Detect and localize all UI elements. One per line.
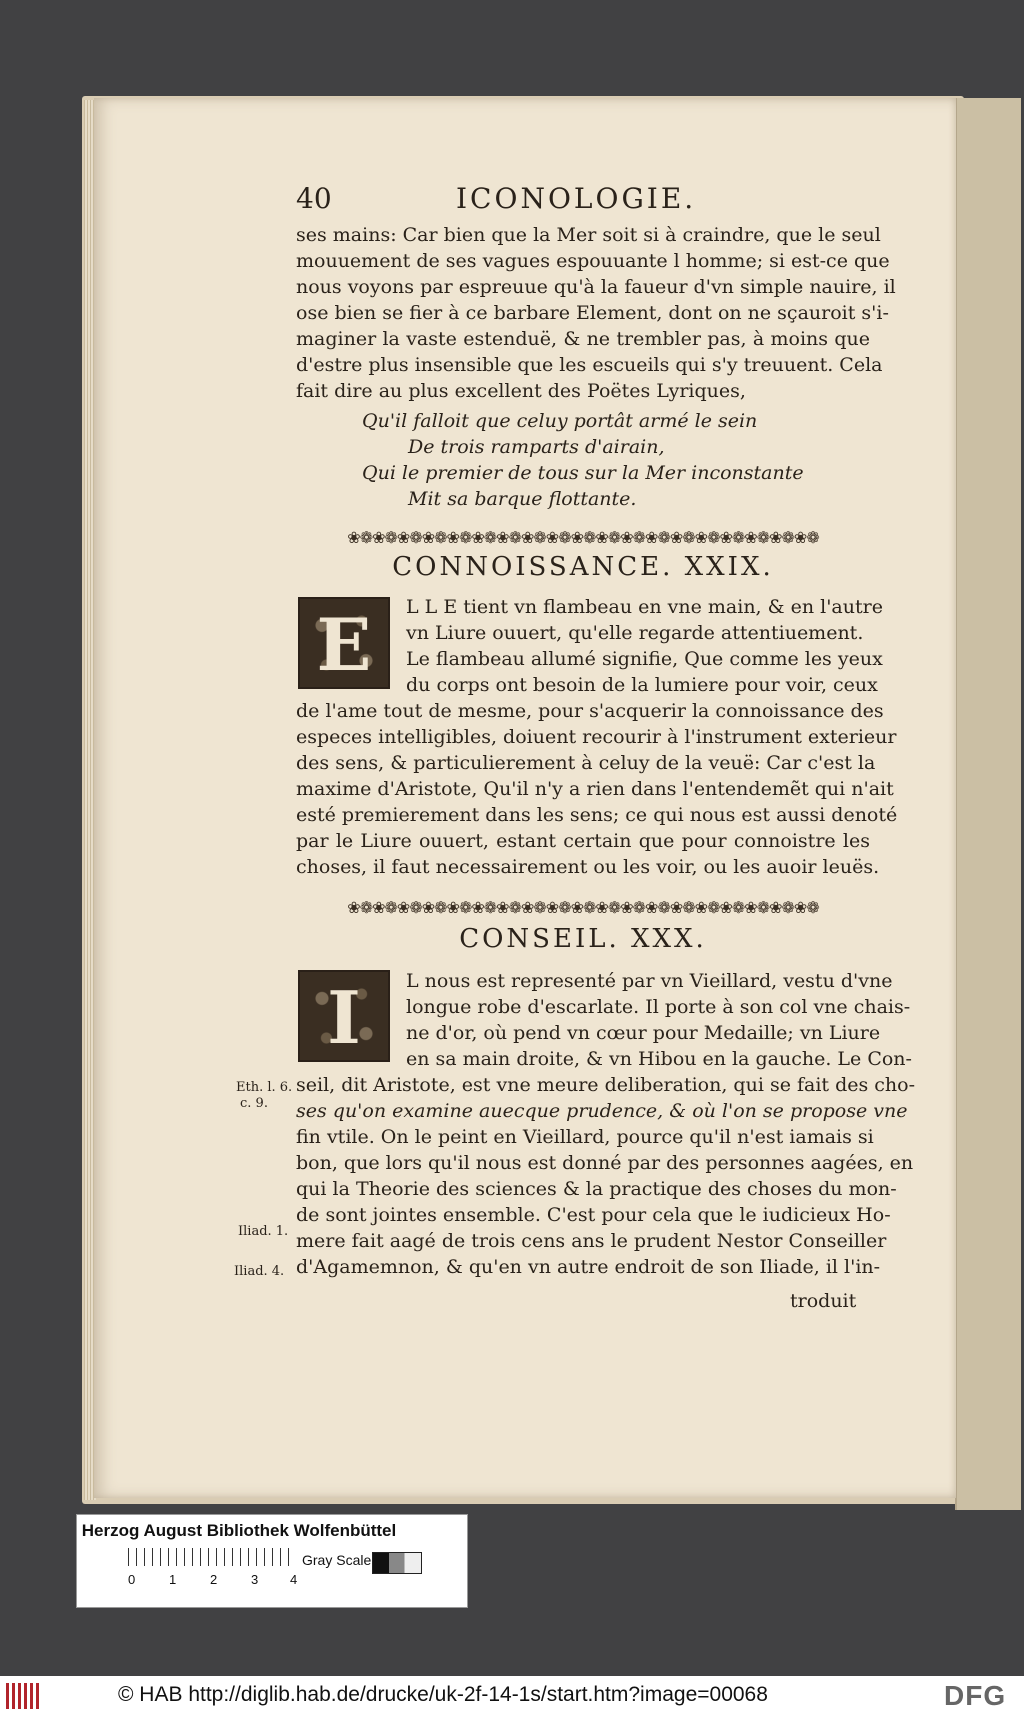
initial-letter: I (327, 975, 361, 1060)
initial-letter: E (316, 602, 372, 687)
dfg-logo: DFG (944, 1680, 1007, 1711)
verse-line: Mit sa barque flottante. (408, 488, 637, 510)
catchword: troduit (790, 1290, 857, 1312)
text-line: choses, il faut necessairement ou les voir, ou les auoir leuës. (296, 856, 880, 878)
text-line: des sens, & particulierement à celuy de la veuë: Car c'est la (296, 752, 876, 774)
ruler-number: 4 (290, 1572, 298, 1587)
text-line: esté premierement dans les sens; ce qui nous est aussi denoté (296, 804, 898, 826)
text-line: qui la Theorie des sciences & la practique des choses du mon- (296, 1178, 897, 1200)
text-line: seil, dit Aristote, est vne meure deliberation, qui se fait des cho- (296, 1074, 916, 1096)
text-line: maginer la vaste estenduë, & ne trembler pas, à moins que (296, 328, 870, 350)
running-head (296, 182, 870, 216)
text-line: ne d'or, où pend vn cœur pour Medaille; vn Liure (406, 1022, 881, 1044)
text-line: d'estre plus insensible que les escueils qui s'y treuuent. Cela (296, 354, 883, 376)
running-title: ICONOLOGIE. (456, 182, 697, 215)
section-title-connoissance: CONNOISSANCE. XXIX. (392, 552, 774, 582)
gray-scale-label: Gray Scale (302, 1552, 372, 1568)
ruler-number: 2 (210, 1572, 218, 1587)
text-line: L L E tient vn flambeau en vne main, & en l'autre (406, 596, 883, 618)
text-line: vn Liure ouuert, qu'elle regarde attentiuement. (406, 622, 864, 644)
text-line: ose bien se fier à ce barbare Element, dont on ne sçauroit s'i- (296, 302, 889, 324)
ruler-number: 0 (128, 1572, 136, 1587)
text-line: de sont jointes ensemble. C'est pour cela que le iudicieux Ho- (296, 1204, 891, 1226)
text-line: ses mains: Car bien que la Mer soit si à craindre, que le seul (296, 224, 881, 246)
ornament-divider: ❀❁❀❁❀❁❀❁❀❁❀❁❀❁❀❁❀❁❀❁❀❁❀❁❀❁❀❁❀❁❀❁❀❁❀❁❀❁ (347, 528, 819, 547)
margin-note: Iliad. 4. (234, 1264, 285, 1279)
text-line: fait dire au plus excellent des Poëtes Lyriques, (296, 380, 746, 402)
margin-note: c. 9. (240, 1096, 268, 1111)
text-line: d'Agamemnon, & qu'en vn autre endroit de son Iliade, il l'in- (296, 1256, 881, 1278)
text-line: longue robe d'escarlate. Il porte à son col vne chais- (406, 996, 911, 1018)
margin-note: Eth. l. 6. (236, 1080, 293, 1095)
decorated-initial-I (298, 970, 390, 1062)
text-line: par le Liure ouuert, estant certain que pour connoistre les (296, 830, 870, 852)
ruler-scale (128, 1548, 296, 1566)
ornament-divider: ❀❁❀❁❀❁❀❁❀❁❀❁❀❁❀❁❀❁❀❁❀❁❀❁❀❁❀❁❀❁❀❁❀❁❀❁❀❁ (347, 898, 819, 917)
text-line: fin vtile. On le peint en Vieillard, pource qu'il n'est iamais si (296, 1126, 874, 1148)
ruler-number: 3 (251, 1572, 259, 1587)
text-line: Le flambeau allumé signifie, Que comme les yeux (406, 648, 883, 670)
ruler-number: 1 (169, 1572, 177, 1587)
text-line: bon, que lors qu'il nous est donné par des personnes aagées, en (296, 1152, 914, 1174)
margin-note: Iliad. 1. (238, 1224, 289, 1239)
verse-line: Qu'il falloit que celuy portât armé le sein (362, 410, 758, 432)
text-line: ses qu'on examine auecque prudence, & où l'on se propose vne (296, 1100, 908, 1122)
gray-scale-swatch (372, 1552, 422, 1574)
text-line: mere fait aagé de trois cens ans le prudent Nestor Conseiller (296, 1230, 887, 1252)
text-line: de l'ame tout de mesme, pour s'acquerir la connoissance des (296, 700, 884, 722)
verse-line: De trois ramparts d'airain, (408, 436, 665, 458)
text-line: especes intelligibles, doiuent recourir à l'instrument exterieur (296, 726, 897, 748)
hab-logo-icon (6, 1683, 42, 1709)
text-line: L nous est representé par vn Vieillard, vestu d'vne (406, 970, 893, 992)
text-line: nous voyons par espreuue qu'à la faueur d'vn simple nauire, il (296, 276, 896, 298)
library-name: Herzog August Bibliothek Wolfenbüttel (81, 1521, 397, 1540)
text-line: maxime d'Aristote, Qu'il n'y a rien dans l'entendemẽt qui n'ait (296, 778, 894, 800)
verse-line: Qui le premier de tous sur la Mer inconstante (362, 462, 804, 484)
section-title-conseil: CONSEIL. XXX. (459, 924, 707, 954)
page-number: 40 (296, 182, 332, 215)
copyright-url[interactable]: © HAB http://diglib.hab.de/drucke/uk-2f-14-1s/start.htm?image=00068 (118, 1683, 768, 1706)
decorated-initial-E (298, 597, 390, 689)
text-line: en sa main droite, & vn Hibou en la gauche. Le Con- (406, 1048, 912, 1070)
text-line: mouuement de ses vagues espouuante l homme; si est-ce que (296, 250, 890, 272)
text-line: du corps ont besoin de la lumiere pour voir, ceux (406, 674, 878, 696)
facing-page-edge (955, 98, 1021, 1510)
